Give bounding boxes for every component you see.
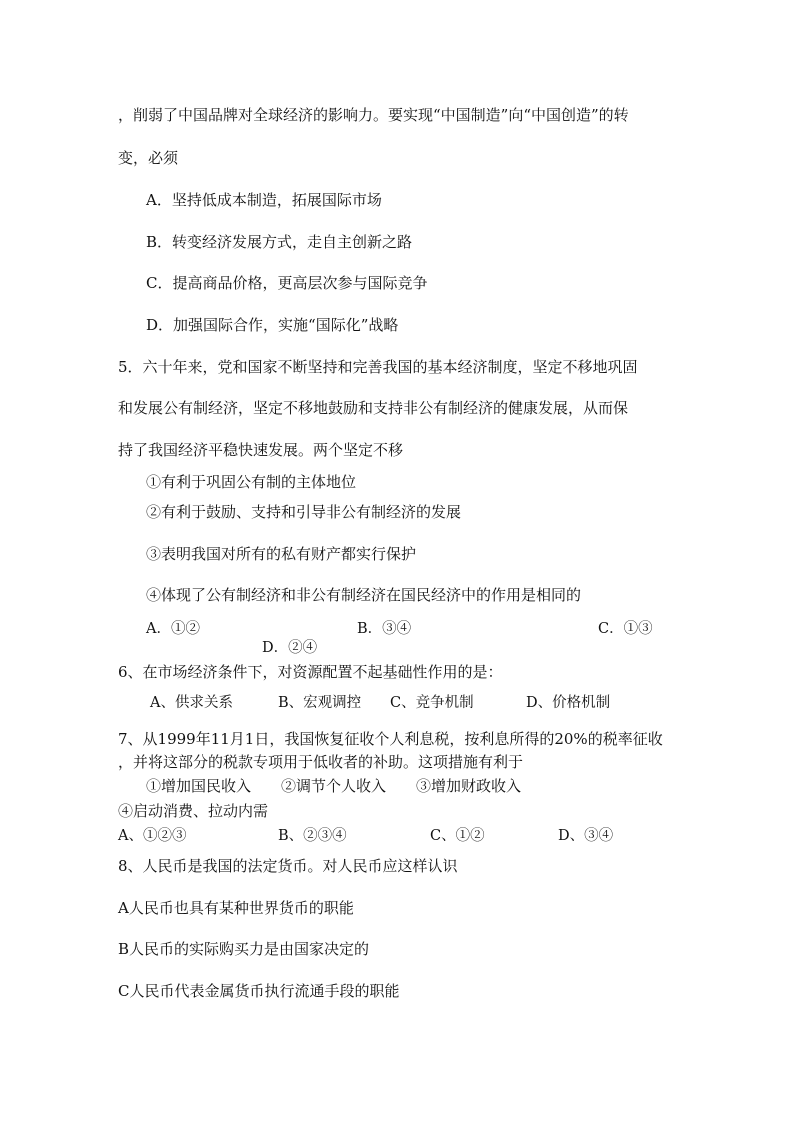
q6-option-d: D、价格机制 [526,695,611,711]
q5-statement-3: ③表明我国对所有的私有财产都实行保护 [146,545,417,563]
q7-option-d: D、③④ [558,828,614,844]
q7-option-a: A、①②③ [118,828,187,844]
q5-stem-line-1: 5．六十年来，党和国家不断坚持和完善我国的基本经济制度，坚定不移地巩固 [118,358,638,376]
q4-option-a: A．坚持低成本制造，拓展国际市场 [146,191,382,209]
q4-stem-line-2: 变，必须 [118,149,179,167]
q5-statement-4: ④体现了公有制经济和非公有制经济在国民经济中的作用是相同的 [146,586,582,604]
q5-option-d: D．②④ [262,640,318,656]
q8-option-b: B人民币的实际购买力是由国家决定的 [118,940,370,958]
q4-option-b: B．转变经济发展方式，走自主创新之路 [146,233,413,251]
q4-stem-line-1: ，削弱了中国品牌对全球经济的影响力。要实现“中国制造”向“中国创造”的转 [118,106,629,124]
q5-stem-line-2: 和发展公有制经济，坚定不移地鼓励和支持非公有制经济的健康发展，从而保 [118,399,629,417]
q7-stem-line-1: 7、从1999年11月1日，我国恢复征收个人利息税，按利息所得的20%的税率征收 [118,730,663,748]
q5-statement-2: ②有利于鼓励、支持和引导非公有制经济的发展 [146,503,462,521]
q8-option-c: C人民币代表金属货币执行流通手段的职能 [118,982,400,1000]
q6-option-c: C、竞争机制 [390,695,474,711]
q7-statements-1-3: ①增加国民收入 ②调节个人收入 ③增加财政收入 [146,777,522,795]
q7-statement-4: ④启动消费、拉动内需 [118,802,269,820]
q4-option-d: D．加强国际合作，实施“国际化”战略 [146,316,399,334]
q8-stem: 8、人民币是我国的法定货币。对人民币应这样认识 [118,857,458,875]
q7-stem-line-2: ，并将这部分的税款专项用于低收者的补助。这项措施有利于 [118,753,524,771]
q5-statement-1: ①有利于巩固公有制的主体地位 [146,473,357,491]
q4-option-c: C．提高商品价格，更高层次参与国际竞争 [146,274,428,292]
q6-option-a: A、供求关系 [150,695,233,711]
q6-stem: 6、在市场经济条件下，对资源配置不起基础性作用的是： [118,663,503,681]
q5-option-b: B．③④ [357,621,412,637]
q8-option-a: A人民币也具有某种世界货币的职能 [118,899,354,917]
q5-option-c: C．①③ [598,621,653,637]
q5-option-a: A．①② [146,621,200,637]
q7-option-c: C、①② [430,828,485,844]
q6-option-b: B、宏观调控 [278,695,362,711]
q7-option-b: B、②③④ [278,828,347,844]
q5-stem-line-3: 持了我国经济平稳快速发展。两个坚定不移 [118,441,404,459]
